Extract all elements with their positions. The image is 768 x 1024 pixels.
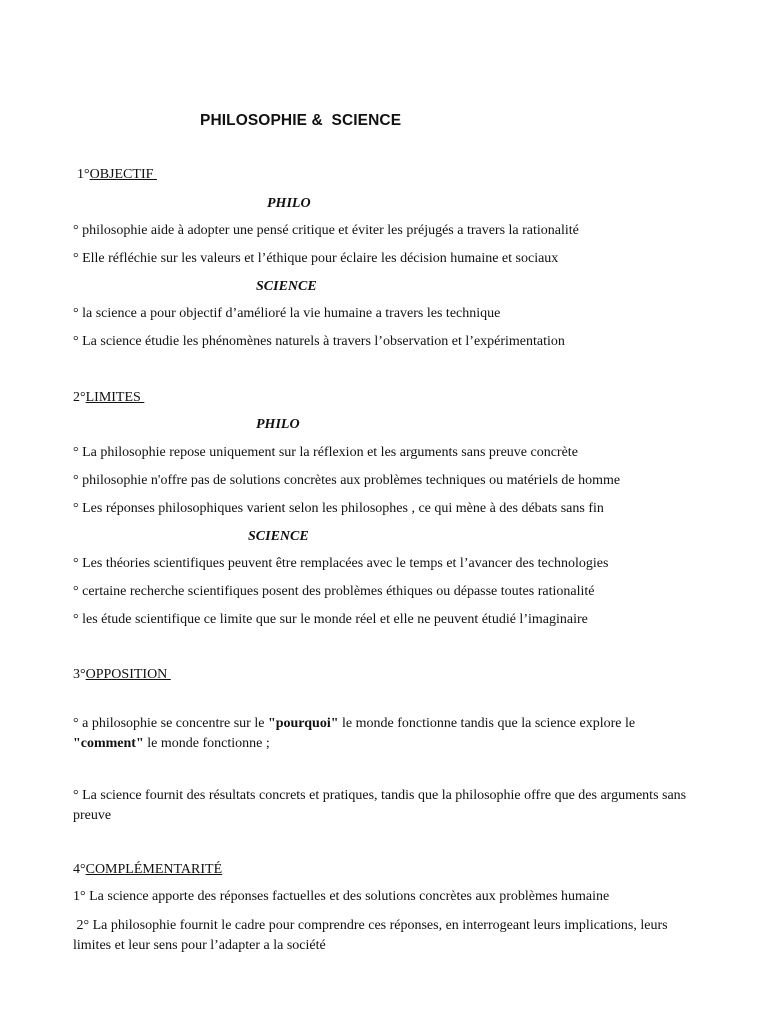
list-item: ° certaine recherche scientifiques posent des problèmes éthiques ou dépasse toutes rationalité: [73, 584, 595, 599]
list-item: ° La science étudie les phénomènes naturels à travers l’observation et l’expérimentation: [73, 334, 565, 349]
section-title: OPPOSITION: [85, 667, 171, 682]
paragraph-opposition-2: ° La science fournit des résultats concrets et pratiques, tandis que la philosophie offre que des arguments sans preuve: [73, 788, 687, 823]
section-title: LIMITES: [85, 390, 145, 405]
page-title: PHILOSOPHIE & SCIENCE: [200, 112, 402, 129]
subheading-philo: PHILO: [256, 417, 300, 432]
section-number: 4°: [73, 862, 86, 877]
section-number: 1°: [77, 167, 90, 182]
section-number: 3°: [73, 667, 86, 682]
text-run: le monde fonctionne ;: [143, 735, 270, 751]
list-item: ° Les réponses philosophiques varient selon les philosophes , ce qui mène à des débats sans fin: [73, 501, 604, 516]
text-run: ° a philosophie se concentre sur le: [73, 716, 268, 731]
subheading-philo: PHILO: [267, 196, 311, 211]
subheading-science: SCIENCE: [256, 279, 317, 294]
section-title: OBJECTIF: [89, 167, 157, 182]
section-heading-complementarite: [73, 861, 222, 879]
list-item: ° La philosophie repose uniquement sur la réflexion et les arguments sans preuve concrète: [73, 445, 578, 460]
text-run: le monde fonctionne tandis que la science explore le: [338, 716, 636, 731]
list-item: ° philosophie aide à adopter une pensé critique et éviter les préjugés a travers la rationalité: [73, 223, 579, 238]
list-item: ° les étude scientifique ce limite que sur le monde réel et elle ne peuvent étudié l’imaginaire: [73, 612, 588, 627]
paragraph-opposition-1: [73, 714, 703, 753]
list-item: ° philosophie n'offre pas de solutions concrètes aux problèmes techniques ou matériels de homme: [73, 473, 621, 488]
bold-term-comment: "comment": [73, 735, 144, 751]
bold-term-pourquoi: "pourquoi": [267, 716, 339, 731]
list-item: ° la science a pour objectif d’amélioré la vie humaine a travers les technique: [73, 306, 501, 321]
section-title: COMPLÉMENTARITÉ: [85, 862, 223, 877]
paragraph-complementarite-1: 1° La science apporte des réponses factuelles et des solutions concrètes aux problèmes humaine: [73, 889, 610, 904]
section-number: 2°: [73, 390, 86, 405]
list-item: ° Elle réfléchie sur les valeurs et l’éthique pour éclaire les décision humaine et sociaux: [73, 251, 559, 266]
list-item: ° Les théories scientifiques peuvent être remplacées avec le temps et l’avancer des technologies: [73, 556, 609, 571]
section-heading-opposition: [73, 666, 171, 684]
section-heading-limites: [73, 389, 144, 407]
paragraph-complementarite-2: 2° La philosophie fournit le cadre pour comprendre ces réponses, en interrogeant leurs implications, leurs limites et leur sens pour l’adapter a la société: [73, 918, 672, 953]
subheading-science: SCIENCE: [248, 529, 309, 544]
section-heading-objectif: [77, 166, 157, 184]
